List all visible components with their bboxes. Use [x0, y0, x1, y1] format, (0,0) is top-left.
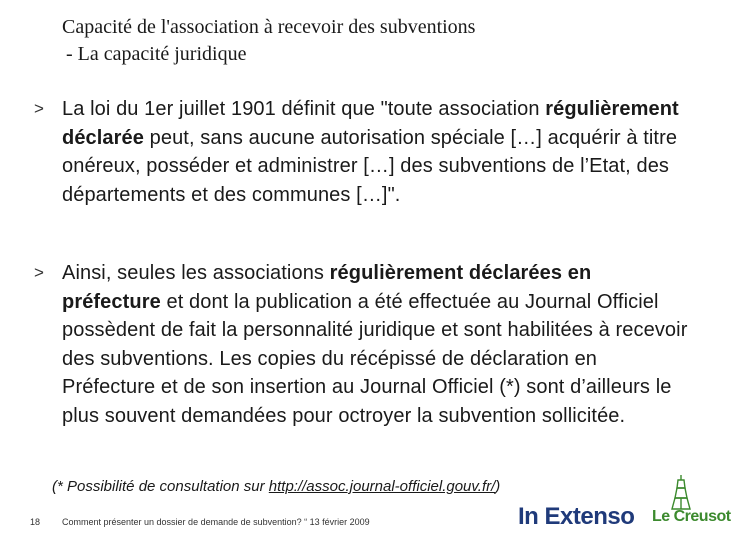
tower-icon — [670, 474, 692, 510]
slide-title — [62, 14, 702, 68]
bullet-text-part2: peut, sans aucune autorisation spéciale […] acquérir à titre onéreux, posséder et administrer […] des subventions de l’Etat, des départements et des communes […]". — [62, 126, 678, 206]
footnote-prefix: (* Possibilité de consultation sur — [52, 478, 269, 495]
bullet-law-1901 — [34, 95, 694, 209]
in-extenso-logo: In Extenso — [518, 503, 635, 530]
bullet-text-bold: régulièrement déclarée — [62, 98, 679, 149]
bullet-text — [62, 259, 694, 430]
bullet-declared-associations — [34, 259, 694, 430]
title-line-1: Capacité de l'association à recevoir des subventions — [62, 16, 476, 38]
le-creusot-logo — [646, 474, 731, 536]
bullet-marker: > — [34, 263, 45, 282]
bullet-text-bold: régulièrement déclarées en préfecture — [62, 262, 592, 313]
bullet-text-part1: Ainsi, seules les associations — [62, 262, 330, 284]
footer-caption: Comment présenter un dossier de demande de subvention? “ 13 février 2009 — [62, 517, 370, 527]
bullet-text-part2: et dont la publication a été effectuée au Journal Officiel possèdent de fait la personnalité juridique et sont habilitées à recevoir des subventions. Les copies du récépissé de déclaration en Préfecture et de son insertion au Journal Officiel (*) sont d’ailleurs le plus souvent demandées pour octroyer la subvention sollicitée. — [62, 290, 688, 427]
footnote-suffix: ) — [495, 478, 501, 495]
journal-officiel-link[interactable]: http://assoc.journal-officiel.gouv.fr/ — [268, 478, 496, 495]
le-creusot-name: Le Creusot — [652, 508, 731, 525]
bullet-text-part1: La loi du 1er juillet 1901 définit que "toute association — [62, 98, 546, 120]
bullet-marker: > — [34, 99, 45, 118]
bullet-text — [62, 95, 694, 209]
page-number: 18 — [30, 517, 41, 527]
title-line-2: - La capacité juridique — [66, 43, 247, 65]
footnote — [52, 478, 672, 495]
